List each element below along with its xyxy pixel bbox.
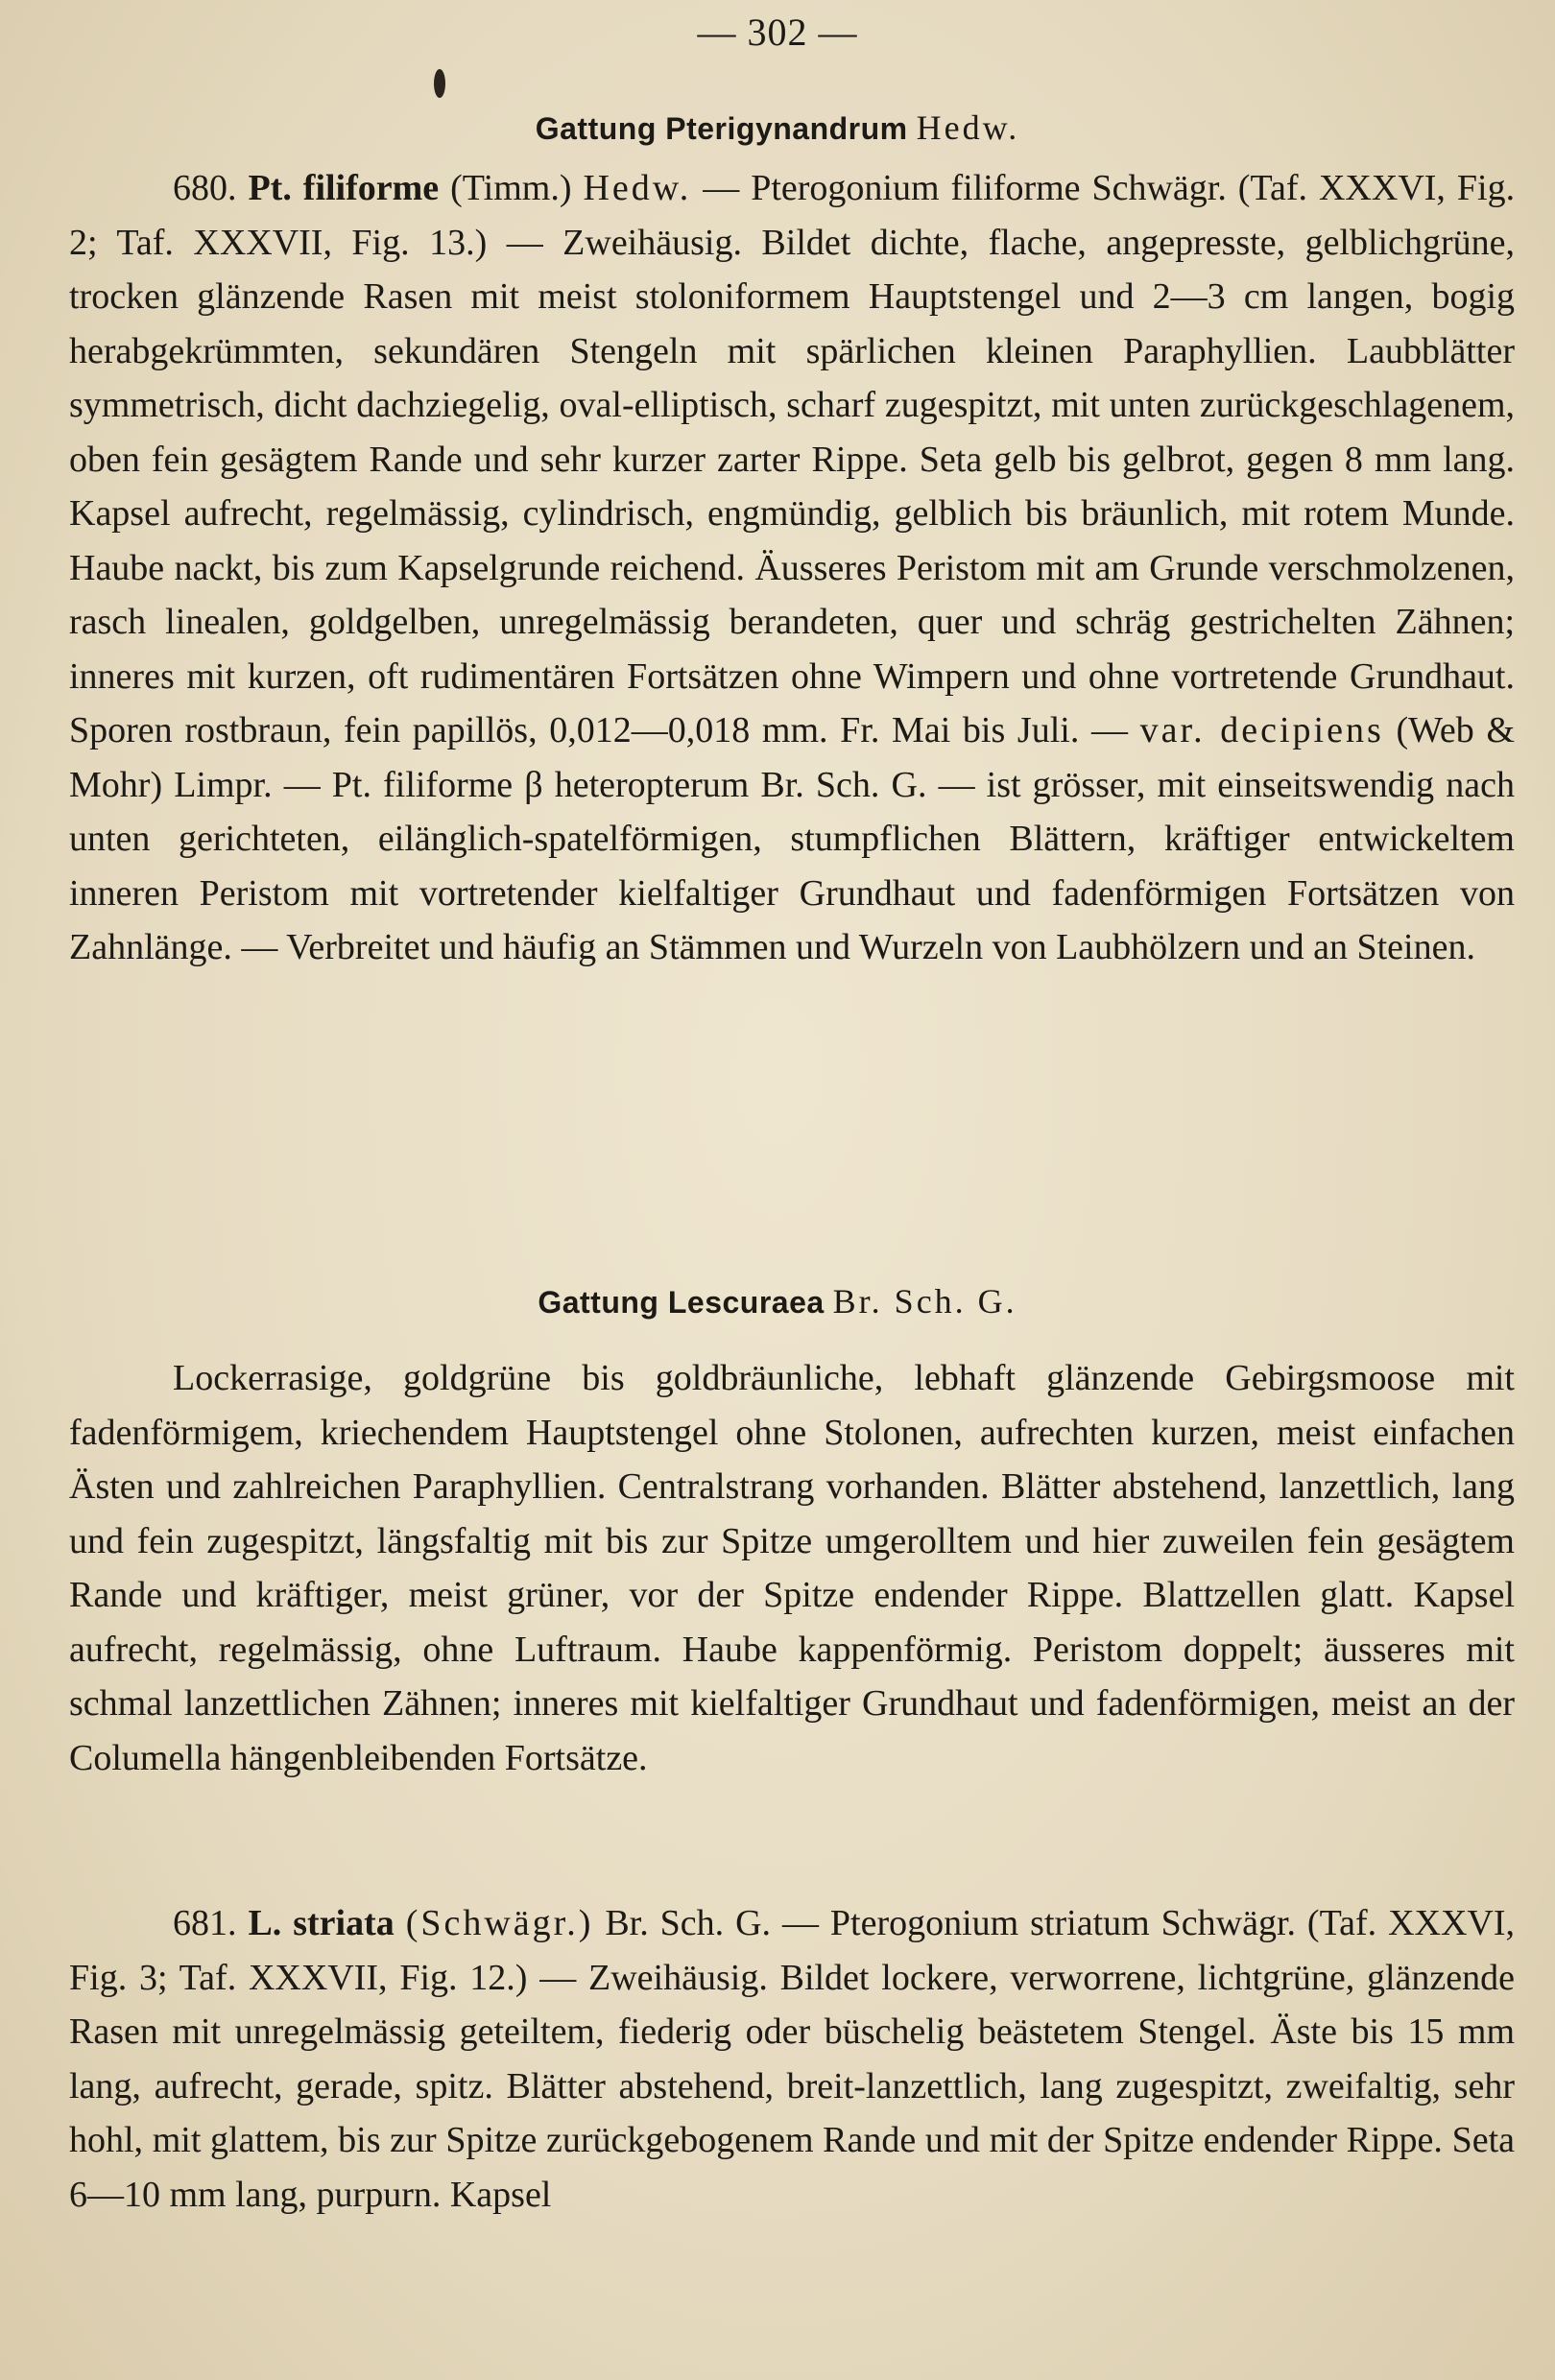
- variety-label: var. decipiens: [1139, 710, 1384, 750]
- species-basionym-author: (Schwägr.): [405, 1903, 594, 1943]
- genus-heading-authority: Hedw.: [916, 108, 1020, 147]
- genus-heading-pterigynandrum: [0, 107, 1555, 148]
- species-number: 680.: [173, 168, 237, 208]
- page-number: — 302 —: [697, 11, 858, 54]
- species-number: 681.: [173, 1903, 237, 1943]
- species-combining-author: Br. Sch. G.: [605, 1903, 772, 1943]
- genus-heading-lescuraea: [0, 1281, 1555, 1321]
- genus-heading-label: Gattung Lescuraea: [538, 1285, 825, 1320]
- variety-description: (Web & Mohr) Limpr. — Pt. filiforme β heteropterum Br. Sch. G. — ist grösser, mit einseitswendig nach unten gerichteten, eilänglich-spatelförmigen, stumpflichen Blättern, kräftiger entwickeltem inneren Peristom mit vortretender kielfaltiger Grundhaut und fadenförmigen Fortsätzen von Zahnlänge. — Verbreitet und häufig an Stämmen und Wurzeln von Laubhölzern und an Steinen.: [69, 710, 1516, 967]
- species-entry-681: [69, 1896, 1515, 2222]
- genus-heading-label: Gattung Pterigynandrum: [535, 111, 908, 146]
- species-description: — Pterogonium filiforme Schwägr. (Taf. XXXVI, Fig. 2; Taf. XXXVII, Fig. 13.) — Zweihäusig. Bildet dichte, flache, angepresste, gelblichgrüne, trocken glänzende Rasen mit meist stoloniformem Hauptstengel und 2—3 cm langen, bogig herabgekrümmten, sekundären Stengeln mit spärlichen kleinen Paraphyllien. Laubblätter symmetrisch, dicht dachziegelig, oval-elliptisch, scharf zugespitzt, mit unten zurückgeschlagenem, oben fein gesägtem Rande und sehr kurzer zarter Rippe. Seta gelb bis gelbrot, gegen 8 mm lang. Kapsel aufrecht, regelmässig, cylindrisch, engmündig, gelblich bis bräunlich, mit rotem Munde. Haube nackt, bis zum Kapselgrunde reichend. Äusseres Peristom mit am Grunde verschmolzenen, rasch linealen, goldgelben, unregelmässig berandeten, quer und schräg gestrichelten Zähnen; inneres mit kurzen, oft rudimentären Fortsätzen ohne Wimpern und ohne vortretende Grundhaut. Sporen rostbraun, fein papillös, 0,012—0,018 mm. Fr. Mai bis Juli. —: [69, 168, 1516, 750]
- species-combining-author: Hedw.: [583, 168, 692, 208]
- genus-heading-authority: Br. Sch. G.: [832, 1282, 1017, 1321]
- genus-description: Lockerrasige, goldgrüne bis goldbräunliche, lebhaft glänzende Gebirgsmoose mit fadenförmigem, kriechendem Hauptstengel ohne Stolonen, aufrechten kurzen, meist einfachen Ästen und zahlreichen Paraphyllien. Centralstrang vorhanden. Blätter abstehend, lanzettlich, lang und fein zugespitzt, längsfaltig mit bis zur Spitze umgerolltem und hier zuweilen fein gesägtem Rande und kräftiger, meist grüner, vor der Spitze endender Rippe. Blattzellen glatt. Kapsel aufrecht, regelmässig, ohne Luftraum. Haube kappenförmig. Peristom doppelt; äusseres mit schmal lanzettlichen Zähnen; inneres mit kielfaltiger Grundhaut und fadenförmigen, meist an der Columella hängenbleibenden Fortsätze.: [69, 1358, 1515, 1778]
- species-entry-680: [69, 161, 1515, 975]
- species-name: Pt. filiforme: [248, 168, 440, 208]
- species-name: L. striata: [248, 1903, 395, 1943]
- ink-speck: [434, 69, 445, 98]
- species-description: — Pterogonium striatum Schwägr. (Taf. XXXVI, Fig. 3; Taf. XXXVII, Fig. 12.) — Zweihäusig. Bildet lockere, verworrene, lichtgrüne, glänzende Rasen mit unregelmässig geteiltem, fiederig oder büschelig beästetem Stengel. Äste bis 15 mm lang, aufrecht, gerade, spitz. Blätter abstehend, breit-lanzettlich, lang zugespitzt, zweifaltig, sehr hohl, mit glattem, bis zur Spitze zurückgebogenem Rande und mit der Spitze endender Rippe. Seta 6—10 mm lang, purpurn. Kapsel: [69, 1903, 1516, 2215]
- species-basionym-author: (Timm.): [450, 168, 572, 208]
